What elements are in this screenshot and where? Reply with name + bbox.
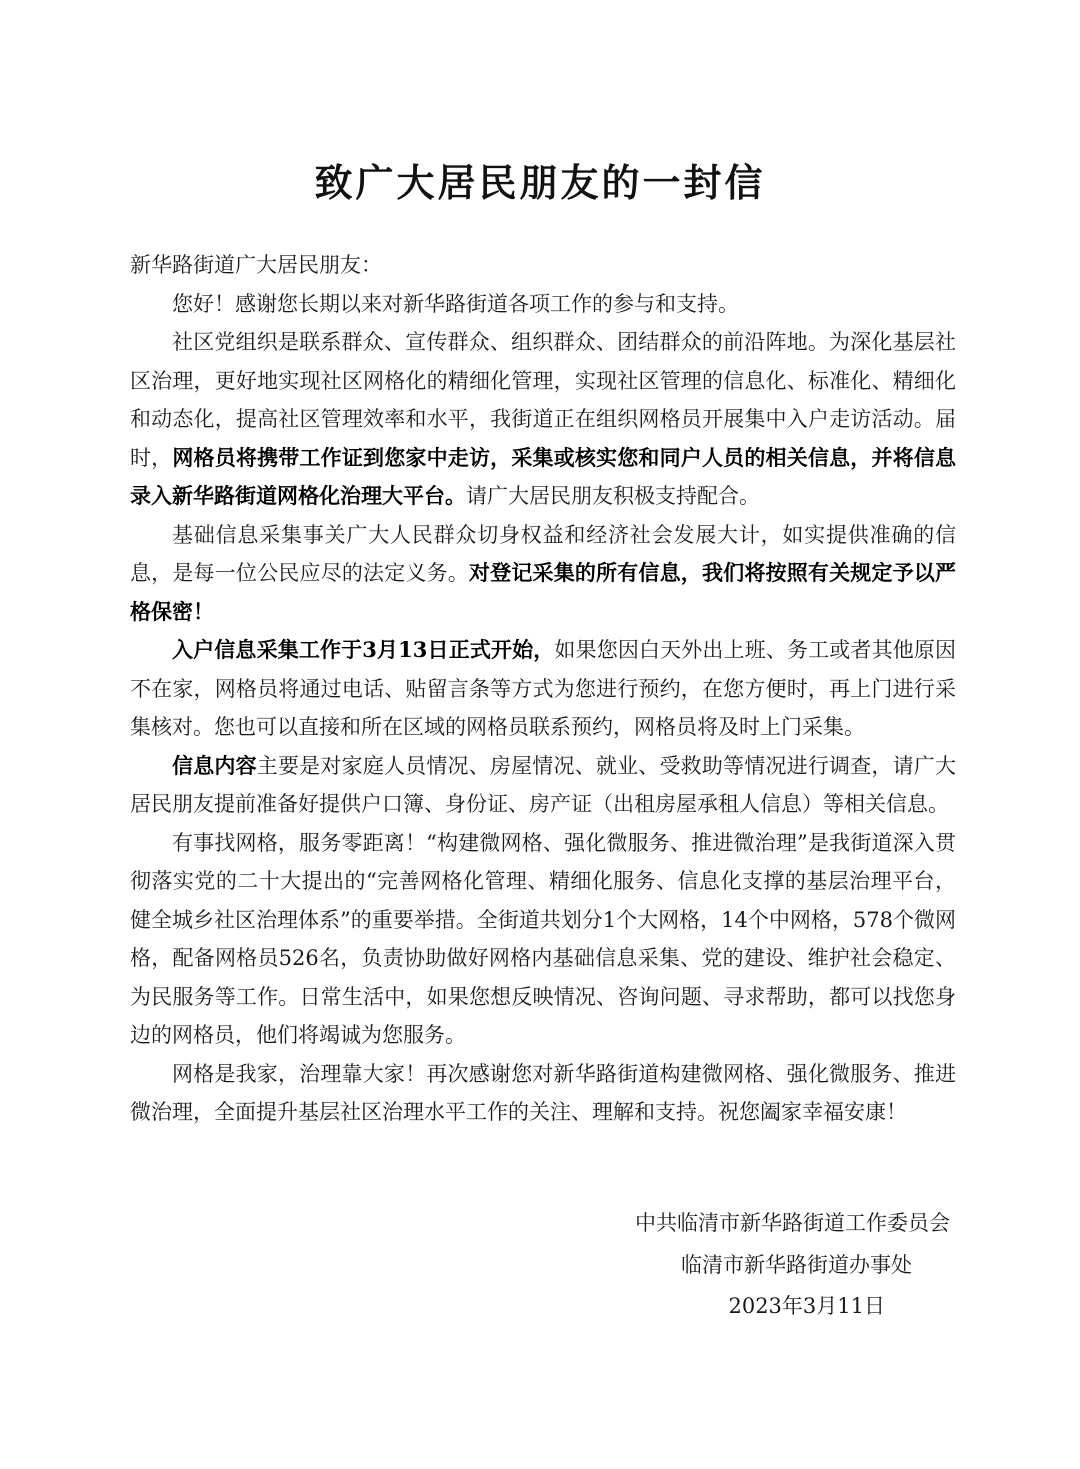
paragraph-grid-visit	[130, 323, 956, 516]
letter-title: 致广大居民朋友的一封信	[314, 160, 766, 205]
paragraph-start-date	[130, 631, 956, 747]
paragraph-text: 请广大居民朋友积极支持配合。	[466, 484, 760, 508]
signature-date: 2023年3月11日	[728, 1294, 885, 1318]
paragraph-bold-text: 对登记采集的所有信息，我们将按照有关规定予以严格保密！	[130, 560, 957, 624]
paragraph-closing: 网格是我家，治理靠大家！再次感谢您对新华路街道构建微网格、强化微服务、推进微治理，全面提升基层社区治理水平工作的关注、理解和支持。祝您阖家幸福安康！	[130, 1061, 956, 1124]
greeting: 新华路街道广大居民朋友：	[130, 253, 382, 277]
paragraph-text: 主要是对家庭人员情况、房屋情况、就业、受救助等情况进行调查，请广大居民朋友提前准备好提供户口簿、身份证、房产证（出租房屋承租人信息）等相关信息。	[130, 753, 957, 816]
paragraph-text: 如果您因白天外出上班、务工或者其他原因不在家，网格员将通过电话、贴留言条等方式为您进行预约，在您方便时，再上门进行采集核对。您也可以直接和所在区域的网格员联系预约，网格员将及时上门采集。	[130, 638, 956, 739]
paragraph-text: 社区党组织是联系群众、宣传群众、组织群众、团结群众的前沿阵地。为深化基层社区治理，更好地实现社区网格化的精细化管理，实现社区管理的信息化、标准化、精细化和动态化，提高社区管理效率和水平，我街道正在组织网格员开展集中入户走访活动。届时，	[130, 330, 956, 470]
paragraph-obligation	[130, 516, 956, 632]
paragraph-bold-text: 网格员将携带工作证到您家中走访，采集或核实您和同户人员的相关信息，并将信息录入新华路街道网格化治理大平台。	[130, 444, 957, 508]
paragraph-content	[130, 747, 956, 824]
letter-body	[130, 246, 956, 1132]
paragraph-grid-service: 有事找网格，服务零距离！“构建微网格、强化微服务、推进微治理”是我街道深入贯彻落实党的二十大提出的“完善网格化管理、精细化服务、信息化支撑的基层治理平台，健全城乡社区治理体系”的重要举措。全街道共划分1个大网格，14个中网格，578个微网格，配备网格员526名，负责协助做好网格内基础信息采集、党的建设、维护社会稳定、为民服务等工作。日常生活中，如果您想反映情况、咨询问题、寻求帮助，都可以找您身边的网格员，他们将竭诚为您服务。	[130, 830, 956, 1047]
paragraph-bold-text: 入户信息采集工作于3月13日正式开始，	[172, 637, 555, 662]
paragraph-text: 基础信息采集事关广大人民群众切身权益和经济社会发展大计，如实提供准确的信息，是每一位公民应尽的法定义务。	[130, 522, 956, 585]
paragraph-bold-text: 信息内容	[172, 752, 257, 778]
signature-party-committee: 中共临清市新华路街道工作委员会	[635, 1211, 950, 1235]
paragraph-thanks: 您好！感谢您长期以来对新华路街道各项工作的参与和支持。	[172, 291, 739, 316]
signature-office: 临清市新华路街道办事处	[681, 1253, 912, 1277]
